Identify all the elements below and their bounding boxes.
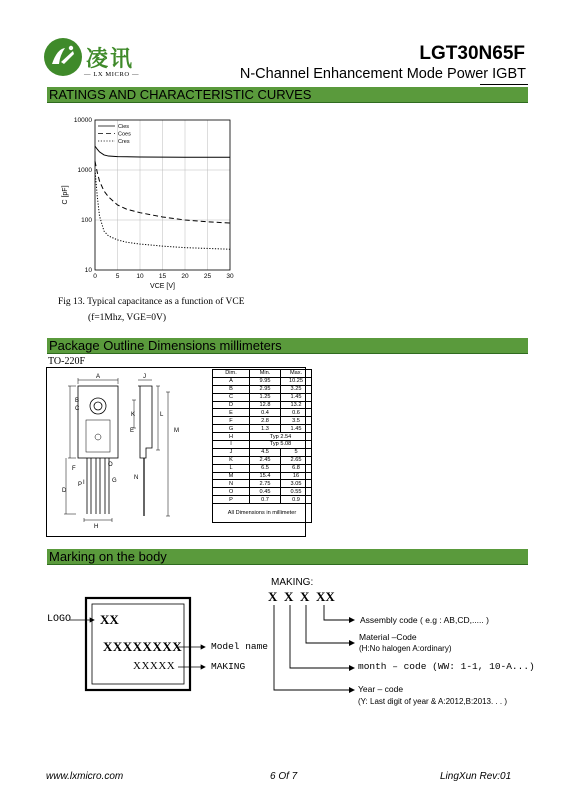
- dim-label-E: E: [130, 428, 135, 434]
- package-body-front: [78, 386, 118, 458]
- table-cell-dim: C: [213, 393, 250, 401]
- y-tick-label: 100: [81, 217, 92, 224]
- table-row: [213, 377, 312, 385]
- section-ratings-title: RATINGS AND CHARACTERISTIC CURVES: [49, 87, 312, 102]
- table-header-max: Max.: [281, 370, 312, 378]
- table-cell-min: 2.45: [250, 456, 281, 464]
- brand-name-en: — LX MICRO —: [84, 71, 140, 78]
- table-cell-dim: O: [213, 488, 250, 496]
- table-cell-min: 0.4: [250, 409, 281, 417]
- table-row: [213, 488, 312, 496]
- table-cell-dim: I: [213, 441, 250, 449]
- table-row: [213, 464, 312, 472]
- section-package: [47, 338, 528, 354]
- table-cell-max: 1.45: [281, 425, 312, 433]
- dim-label-J: J: [143, 374, 146, 380]
- table-cell-max: 0.9: [281, 496, 312, 504]
- table-cell-max: 16: [281, 472, 312, 480]
- table-cell-dim: F: [213, 417, 250, 425]
- table-cell-dim: L: [213, 464, 250, 472]
- table-cell-dim: N: [213, 480, 250, 488]
- table-cell-min: 0.45: [250, 488, 281, 496]
- making-code-title: MAKING:: [271, 577, 314, 588]
- section-ratings: [47, 87, 528, 103]
- table-cell-max: 3.05: [281, 480, 312, 488]
- figure-caption: Fig 13. Typical capacitance as a function of VCE: [58, 297, 245, 307]
- dim-label-O: O: [108, 462, 113, 468]
- table-cell-dim: J: [213, 448, 250, 456]
- dimensions-table: [212, 369, 312, 523]
- table-cell-max: 0.6: [281, 409, 312, 417]
- table-cell-typ: Typ 5.08: [250, 441, 312, 449]
- table-row: [213, 425, 312, 433]
- table-cell-min: 15.4: [250, 472, 281, 480]
- table-cell-min: 1.3: [250, 425, 281, 433]
- dim-label-F: F: [72, 466, 76, 472]
- logo-icon: [43, 37, 83, 77]
- header-rule: [480, 84, 528, 85]
- dim-label-P: P: [78, 482, 83, 488]
- table-row: [213, 441, 312, 449]
- marking-logo-text: XX: [100, 612, 119, 627]
- table-row: [213, 393, 312, 401]
- code-char-3: X: [300, 589, 310, 604]
- table-row: [213, 480, 312, 488]
- legend-label: Cies: [118, 124, 130, 130]
- code-char-4: XX: [316, 589, 335, 604]
- dim-label-B: B: [75, 398, 80, 404]
- table-cell-dim: H: [213, 433, 250, 441]
- section-package-title: Package Outline Dimensions millimeters: [49, 338, 282, 353]
- x-tick-label: 15: [158, 273, 167, 280]
- table-row: [213, 496, 312, 504]
- package-name: TO-220F: [48, 356, 86, 367]
- table-cell-dim: A: [213, 377, 250, 385]
- table-cell-dim: K: [213, 456, 250, 464]
- model-name-label: Model name: [211, 641, 269, 652]
- figure-condition: (f=1Mhz, VGE=0V): [88, 313, 167, 323]
- code-char-2: X: [284, 589, 294, 604]
- table-row: [213, 448, 312, 456]
- table-cell-min: 6.5: [250, 464, 281, 472]
- table-row: [213, 409, 312, 417]
- table-cell-max: 5: [281, 448, 312, 456]
- table-cell-dim: G: [213, 425, 250, 433]
- x-tick-label: 5: [115, 273, 120, 280]
- table-cell-dim: B: [213, 385, 250, 393]
- dim-label-N: N: [134, 475, 139, 481]
- x-tick-label: 30: [226, 273, 234, 280]
- table-cell-dim: P: [213, 496, 250, 504]
- table-cell-dim: M: [213, 472, 250, 480]
- legend-label: Cres: [118, 139, 130, 145]
- assembly-code-desc: Assembly code ( e.g : AB,CD,..... ): [360, 615, 489, 625]
- document-subtitle: N-Channel Enhancement Mode Power IGBT: [239, 66, 526, 82]
- table-cell-min: 12.8: [250, 401, 281, 409]
- table-cell-min: 2.95: [250, 385, 281, 393]
- table-cell-min: 9.95: [250, 377, 281, 385]
- dim-label-C: C: [75, 406, 80, 412]
- table-cell-max: 10.25: [281, 377, 312, 385]
- dimensions-table-wrap: [212, 369, 312, 523]
- table-cell-max: 1.45: [281, 393, 312, 401]
- brand-name-cn: 凌讯: [86, 46, 135, 71]
- table-cell-max: 0.55: [281, 488, 312, 496]
- header: [0, 0, 571, 90]
- y-axis-label: C [pF]: [62, 185, 69, 205]
- table-row: [213, 456, 312, 464]
- dim-label-I: I: [83, 480, 85, 486]
- dim-label-K: K: [131, 412, 136, 418]
- section-marking: [47, 549, 528, 565]
- table-cell-min: 0.7: [250, 496, 281, 504]
- footer-revision: LingXun Rev:01: [440, 771, 512, 782]
- dim-label-A: A: [96, 374, 101, 380]
- y-tick-label: 1000: [77, 167, 92, 174]
- table-cell-max: 13.2: [281, 401, 312, 409]
- dim-label-L: L: [160, 412, 164, 418]
- footer-website[interactable]: www.lxmicro.com: [46, 771, 124, 782]
- table-note-row: [213, 504, 312, 523]
- code-arrows: [260, 600, 360, 700]
- dim-label-G: G: [112, 478, 117, 484]
- x-axis-label: VCE [V]: [150, 283, 175, 290]
- part-number: LGT30N65F: [419, 43, 525, 64]
- table-header-row: [213, 370, 312, 378]
- logo-label: LOGO: [47, 614, 72, 625]
- legend-label: Coes: [118, 131, 131, 138]
- dim-label-M: M: [174, 428, 179, 434]
- year-code-desc: Year – code: [358, 684, 404, 694]
- table-cell-min: 2.75: [250, 480, 281, 488]
- x-tick-label: 20: [181, 273, 189, 280]
- table-row: [213, 385, 312, 393]
- y-tick-label: 10: [84, 267, 92, 274]
- code-char-1: X: [268, 589, 278, 604]
- table-cell-min: 4.5: [250, 448, 281, 456]
- x-tick-label: 10: [136, 273, 144, 280]
- table-row: [213, 417, 312, 425]
- table-row: [213, 401, 312, 409]
- table-cell-max: 3.25: [281, 385, 312, 393]
- table-cell-max: 6.8: [281, 464, 312, 472]
- table-row: [213, 433, 312, 441]
- table-cell-max: 3.5: [281, 417, 312, 425]
- marking-making-text: XXXXX: [133, 660, 176, 672]
- material-code-detail: (H:No halogen A:ordinary): [359, 644, 452, 653]
- dim-label-D: D: [62, 488, 67, 494]
- month-code-desc: month – code (WW: 1-1, 10-A...): [358, 661, 535, 672]
- table-cell-max: 2.65: [281, 456, 312, 464]
- table-header-dim: Dim.: [213, 370, 250, 378]
- x-tick-label: 0: [93, 273, 97, 280]
- capacitance-chart: [55, 112, 255, 297]
- table-cell-min: 2.8: [250, 417, 281, 425]
- section-marking-title: Marking on the body: [49, 549, 167, 564]
- y-tick-label: 10000: [73, 117, 92, 124]
- marking-model-text: XXXXXXXX: [103, 639, 183, 654]
- table-header-min: Min.: [250, 370, 281, 378]
- footer-page-number: 6 Of 7: [270, 771, 298, 782]
- table-cell-dim: D: [213, 401, 250, 409]
- table-row: [213, 472, 312, 480]
- dim-label-H: H: [94, 524, 99, 530]
- year-code-detail: (Y: Last digit of year & A:2012,B:2013. . . ): [358, 697, 507, 706]
- table-cell-min: 1.25: [250, 393, 281, 401]
- material-code-desc: Material –Code: [359, 632, 417, 642]
- package-drawing: [50, 370, 208, 532]
- x-tick-label: 25: [203, 273, 212, 280]
- table-cell-typ: Typ 2.54: [250, 433, 312, 441]
- table-note: All Dimensions in millimeter: [213, 504, 312, 523]
- table-cell-dim: E: [213, 409, 250, 417]
- making-label: MAKING: [211, 661, 246, 672]
